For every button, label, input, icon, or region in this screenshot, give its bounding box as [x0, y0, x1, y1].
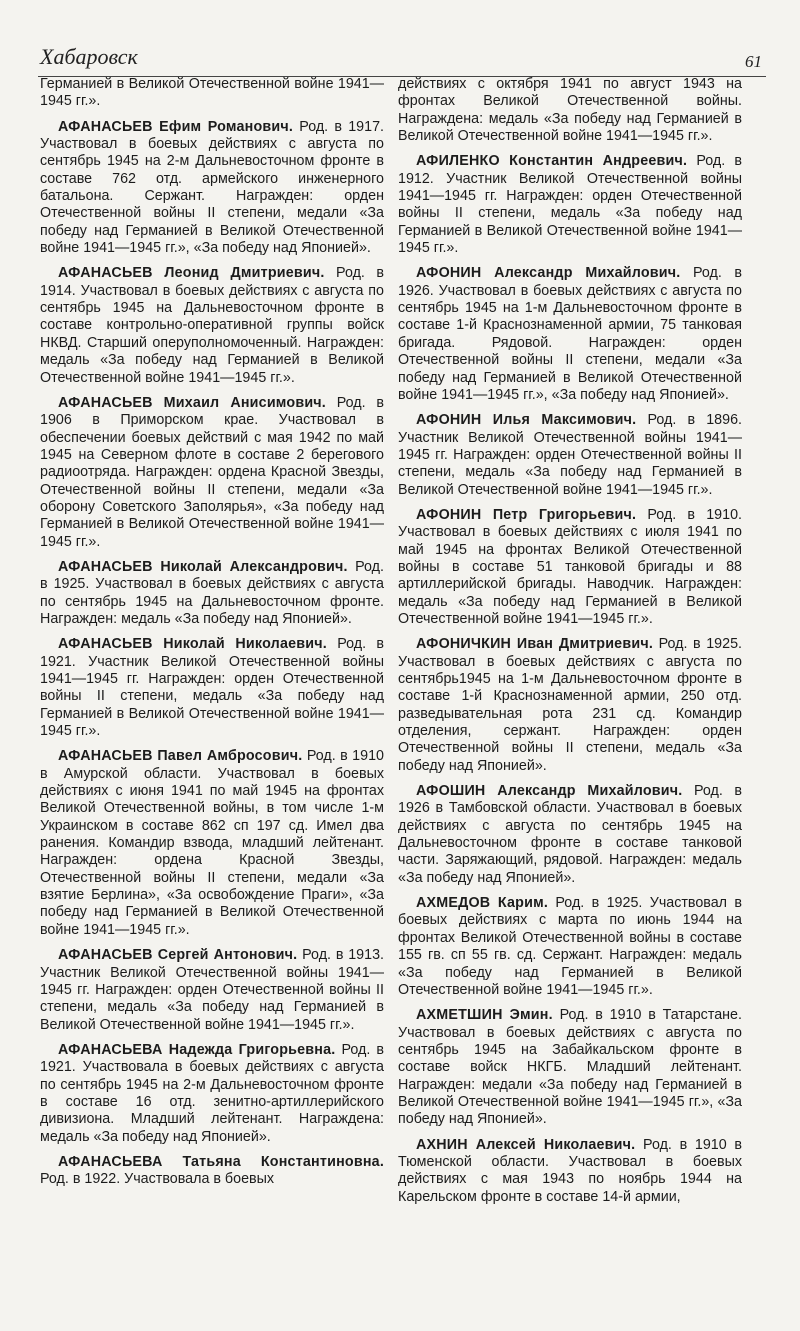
entry-name: АФОНИН Петр Григорьевич. [416, 506, 637, 523]
left-column [40, 76, 384, 1296]
entry-name: АХМЕТШИН Эмин. [416, 1007, 553, 1024]
entry-text: Род. в 1925. Участвовал в боевых действиях с марта по июнь 1944 на фронтах Великой Отечественной войны в составе 155 гв. сп 55 гв. сд. Сержант. Награжден: медаль «За победу над Германией в Великой Отечественной войне 1941—1945 гг.». [398, 895, 742, 998]
entry [398, 265, 742, 404]
entry-name: АФАНАСЬЕВА Надежда Григорьевна. [58, 1041, 336, 1058]
entry-text: Род. в 1917. Участвовал в боевых действиях с августа по сентябрь 1945 на 2-м Дальневосточном фронте в составе 762 отд. армейского инженерного батальона. Сержант. Награжден: орден Отечественной войны II степени, медали «За победу над Германией в Великой Отечественной войне 1941—1945 гг.», «За победу над Японией». [40, 118, 384, 257]
entry-text: Род. в 1910 в Амурской области. Участвовал в боевых действиях с июня 1941 по май 1945 на фронтах Великой Отечественной войны, в том числе 1-м Украинском в составе 862 сп 197 сд. Имел два ранения. Командир взвода, младший лейтенант. Награжден: ордена Красной Звезды, Отечественной войны II степени, медали «За взятие Берлина», «За освобождение Праги», «За победу над Германией в Великой Отечественной войне 1941—1945 гг.». [40, 748, 384, 938]
page-number: 61 [745, 52, 762, 71]
entry-name: АХМЕДОВ Карим. [416, 895, 549, 912]
entry [398, 153, 742, 257]
entry [398, 895, 742, 999]
entry-name: АФАНАСЬЕВ Ефим Романович. [58, 118, 294, 135]
entry-text: Род. в 1926 в Тамбовской области. Участвовал в боевых действиях с августа по сентябрь 1945 на Дальневосточном фронте в составе танковой части. Заряжающий, рядовой. Награжден: медаль «За победу над Японией». [398, 783, 742, 886]
entry-continuation [398, 76, 742, 145]
entry [398, 1137, 742, 1206]
entry [40, 119, 384, 258]
entry-continuation [40, 76, 384, 111]
page-header [38, 34, 766, 71]
entry [40, 559, 384, 628]
entry [398, 783, 742, 887]
entry [398, 507, 742, 628]
entry-name: АФАНАСЬЕВ Николай Александрович. [58, 558, 348, 575]
entry-name: АФАНАСЬЕВ Леонид Дмитриевич. [58, 265, 325, 282]
entry-name: АФОШИН Александр Михайлович. [416, 783, 683, 800]
entry [40, 947, 384, 1034]
entry-text: Род. в 1910 в Тюменской области. Участвовал в боевых действиях с мая 1943 по ноябрь 1944 на Карельском фронте в составе 14-й армии, [398, 1136, 742, 1205]
entry-name: АФАНАСЬЕВ Павел Амбросович. [58, 748, 303, 765]
entry-text: Род. в 1925. Участвовал в боевых действиях с августа по сентябрь1945 на 1-м Дальневосточном фронте в составе 1-й Краснознаменной армии, 250 отд. разведывательная рота 231 сд. Командир отделения, сержант. Награжден: орден Отечественной войны II степени, медаль «За победу над Японией». [398, 636, 742, 774]
entry-text: Род. в 1896. Участник Великой Отечественной войны 1941—1945 гг. Награжден: орден Отечественной войны II степени, медаль «За победу над Германией в Великой Отечественной войне 1941—1945 гг.». [398, 412, 742, 498]
entry [40, 748, 384, 939]
entry [40, 265, 384, 386]
entry-text: Германией в Великой Отечественной войне 1941—1945 гг.». [40, 76, 384, 110]
entry-text: Род. в 1926. Участвовал в боевых действиях с августа по сентябрь 1945 на 1-м Дальневосточном фронте в составе 1-й Краснознаменной армии, 75 танковая бригада. Рядовой. Награжден: орден Отечественной войны II степени, медали «За победу над Германией в Великой Отечественной войне 1941—1945 гг.», «За победу над Японией». [398, 265, 742, 403]
entry-name: АФАНАСЬЕВ Николай Николаевич. [58, 636, 327, 653]
entry-name: АФОНИН Александр Михайлович. [416, 265, 681, 282]
entry [40, 1042, 384, 1146]
entry-text: Род. в 1914. Участвовал в боевых действиях с августа по сентябрь 1945 на Дальневосточном фронте в составе контрольно-оперативной группы войск НКВД. Старший оперуполномоченный. Награжден: медаль «За победу над Германией в Великой Отечественной войне 1941—1945 гг.». [40, 265, 384, 386]
entry-name: АФАНАСЬЕВ Михаил Анисимович. [58, 394, 326, 411]
entry-text: Род. в 1912. Участник Великой Отечественной войны 1941—1945 гг. Награжден: орден Отечественной войны II степени, медаль «За победу над Германией в Великой Отечественной войне 1941—1945 гг.». [398, 153, 742, 257]
entry [40, 1154, 384, 1189]
entry-name: АФАНАСЬЕВ Сергей Антонович. [58, 947, 298, 964]
entry-name: АФИЛЕНКО Константин Андреевич. [416, 153, 688, 170]
entry-name: АФОНИЧКИН Иван Дмитриевич. [416, 636, 653, 653]
entry-name: АХНИН Алексей Николаевич. [416, 1136, 636, 1153]
entry-text: Род. в 1913. Участник Великой Отечественной войны 1941—1945 гг. Награжден: орден Отечественной войны II степени, медаль «За победу над Германией в Великой Отечественной войне 1941—1945 гг.». [40, 947, 384, 1033]
entry [40, 395, 384, 551]
entry-text: действиях с октября 1941 по август 1943 на фронтах Великой Отечественной войны. Награждена: медаль «За победу над Германией в Великой Отечественной войне 1941—1945 гг.». [398, 76, 742, 145]
entry-text: Род. в 1921. Участвовала в боевых действиях с августа по сентябрь 1945 на 2-м Дальневосточном фронте в составе 16 отд. зенитно-артиллерийского дивизиона. Младший лейтенант. Награждена: медаль «За победу над Японией». [40, 1041, 384, 1145]
entry-name: АФОНИН Илья Максимович. [416, 412, 637, 429]
entry-text: Род. в 1925. Участвовал в боевых действиях с августа по сентябрь 1945 на Дальневосточном фронте. Награжден: медаль «За победу над Японией». [40, 558, 384, 627]
right-column [398, 76, 742, 1296]
entry [398, 1007, 742, 1128]
entry-text: Род. в 1922. Участвовала в боевых [40, 1171, 275, 1188]
entry [398, 636, 742, 775]
entry-text: Род. в 1921. Участник Великой Отечественной войны 1941—1945 гг. Награжден: орден Отечественной войны II степени, медаль «За победу над Германией в Великой Отечественной войне 1941—1945 гг.». [40, 636, 384, 740]
entry-text: Род. в 1910. Участвовал в боевых действиях с июля 1941 по май 1945 на фронтах Великой Отечественной войны в составе 51 танковой бригады и 88 артиллерийской бригады. Наводчик. Награжден: медаль «За победу над Германией в Великой Отечественной войне 1941—1945 гг.». [398, 506, 742, 627]
entry [40, 636, 384, 740]
running-head-city: Хабаровск [40, 44, 138, 69]
entry-text: Род. в 1910 в Татарстане. Участвовал в боевых действиях с августа по сентябрь 1945 на Забайкальском фронте в составе войск НКГБ. Младший лейтенант. Награжден: медали «За победу над Германией в Великой Отечественной войне 1941—1945 гг.», «За победу над Японией». [398, 1007, 742, 1128]
entry-name: АФАНАСЬЕВА Татьяна Константиновна. [58, 1153, 384, 1170]
entry [398, 412, 742, 499]
entry-text: Род. в 1906 в Приморском крае. Участвовал в обеспечении боевых действий с мая 1942 по май 1945 на Северном флоте в составе 2 берегового радиоотряда. Награжден: ордена Красной Звезды, Отечественной войны II степени, медали «За оборону Советского Заполярья», «За победу над Германией в Великой Отечественной войне 1941—1945 гг.». [40, 394, 384, 550]
